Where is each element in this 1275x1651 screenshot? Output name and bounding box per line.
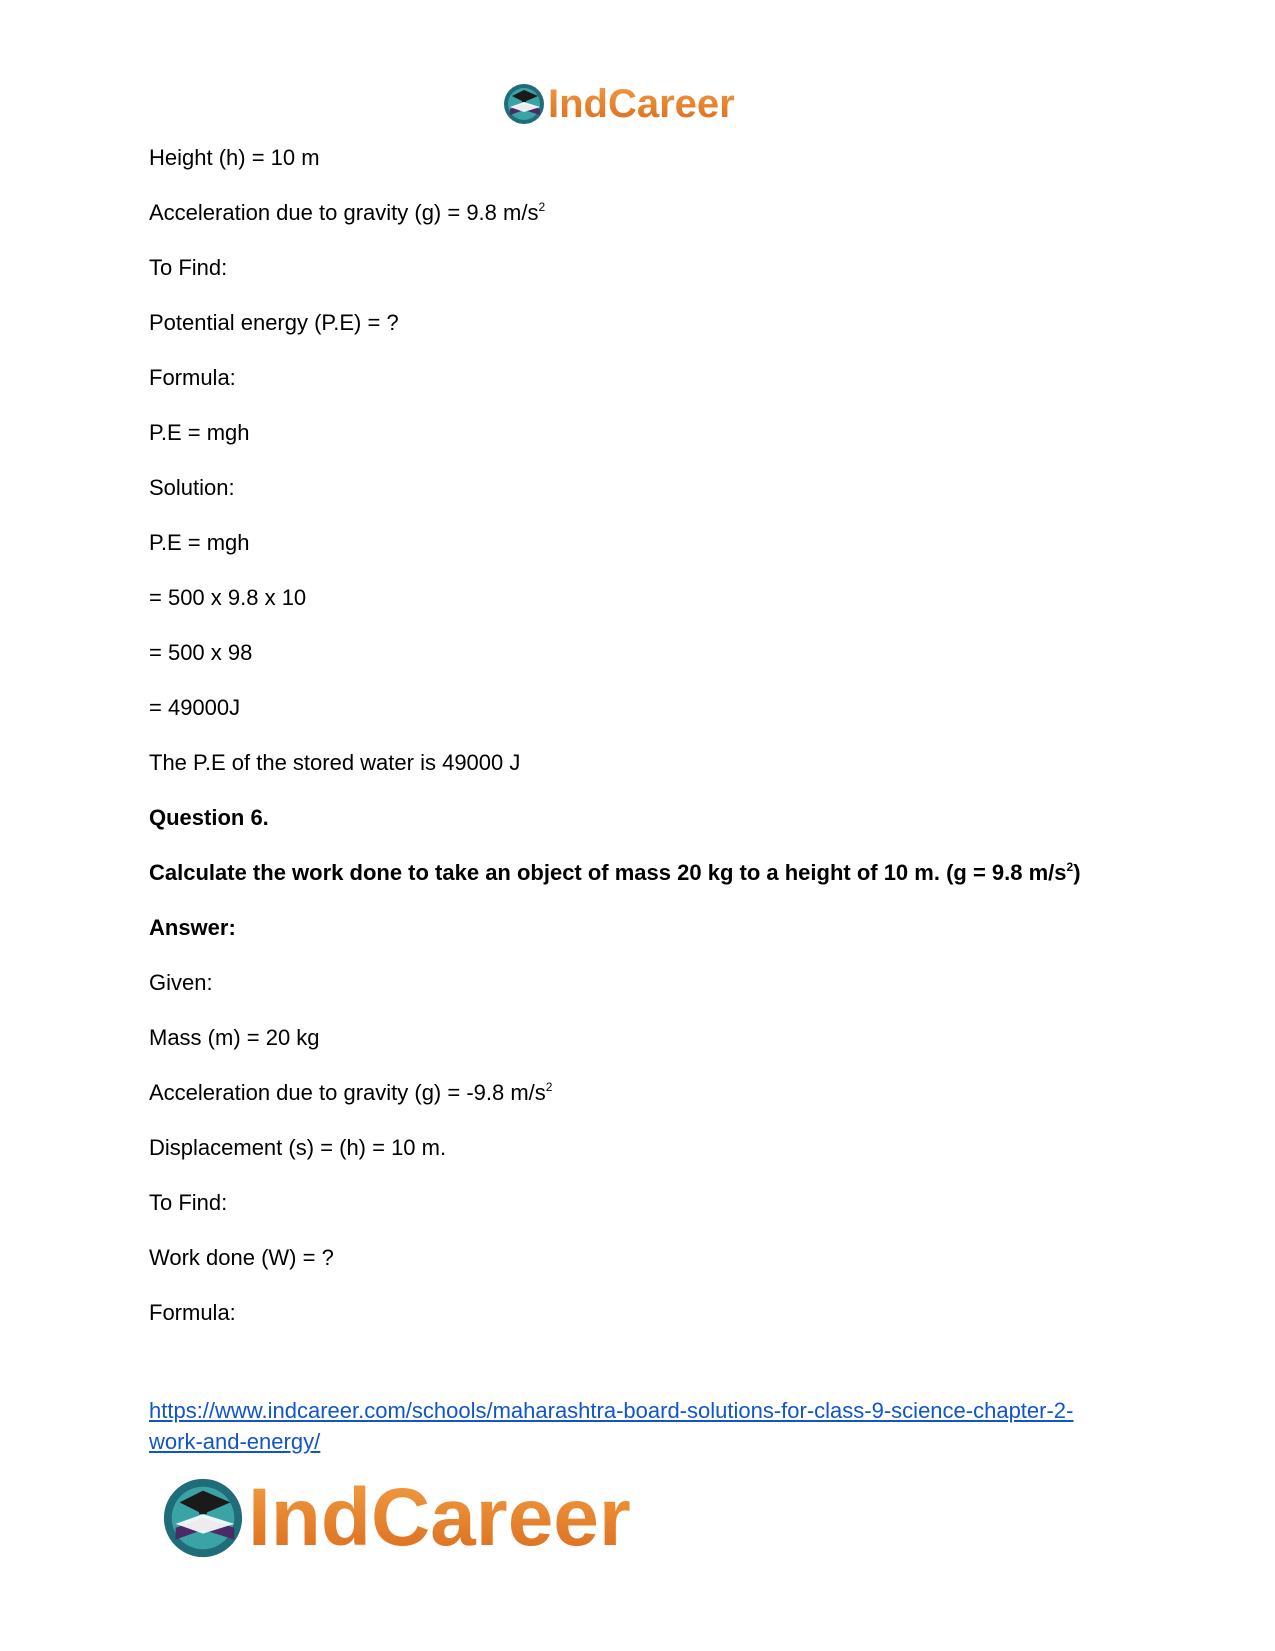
- text-line: Height (h) = 10 m: [149, 145, 320, 170]
- superscript: 2: [545, 1080, 553, 1094]
- text-line: Formula:: [149, 1300, 236, 1325]
- text-line: = 49000J: [149, 695, 241, 720]
- text-line: Formula:: [149, 365, 236, 390]
- logo-wordmark: IndCareer: [548, 78, 735, 130]
- text-line: = 500 x 9.8 x 10: [149, 585, 307, 610]
- source-link-line-1[interactable]: https://www.indcareer.com/schools/maharashtra-board-solutions-for-class-9-science-chapter-2-: [149, 1398, 1074, 1423]
- text-line: Given:: [149, 970, 213, 995]
- text-line: P.E = mgh: [149, 420, 250, 445]
- text-line: Acceleration due to gravity (g) = -9.8 $m/s^2$: [149, 1080, 553, 1105]
- logo-wordmark: IndCareer: [248, 1468, 631, 1568]
- text-line: Mass (m) = 20 kg: [149, 1025, 320, 1050]
- document-body: [149, 145, 1149, 1355]
- text-line: To Find:: [149, 255, 228, 280]
- indcareer-logo-bottom: [160, 1468, 631, 1568]
- superscript: 2: [1066, 860, 1074, 874]
- text-line: = 500 x 98: [149, 640, 253, 665]
- text-line: Work done (W) = ?: [149, 1245, 334, 1270]
- text-line: Solution:: [149, 475, 235, 500]
- question-heading: Question 6.: [149, 805, 269, 830]
- source-link[interactable]: [149, 1395, 1149, 1457]
- question-text: Calculate the work done to take an object of mass 20 kg to a height of 10 m. (g = 9.8 $m/s^2$): [149, 860, 1081, 885]
- text-line: Potential energy (P.E) = ?: [149, 310, 399, 335]
- text-line: Acceleration due to gravity (g) = 9.8 $m/s^2$: [149, 200, 546, 225]
- graduation-book-icon: [160, 1475, 246, 1561]
- graduation-book-icon: [502, 82, 546, 126]
- indcareer-logo-top: [502, 78, 735, 130]
- text-line: To Find:: [149, 1190, 228, 1215]
- text-line: P.E = mgh: [149, 530, 250, 555]
- text-line: Displacement (s) = (h) = 10 m.: [149, 1135, 447, 1160]
- source-link-line-2[interactable]: work-and-energy/: [149, 1429, 321, 1454]
- answer-heading: Answer:: [149, 915, 236, 940]
- superscript: 2: [538, 200, 546, 214]
- text-line: The P.E of the stored water is 49000 J: [149, 750, 521, 775]
